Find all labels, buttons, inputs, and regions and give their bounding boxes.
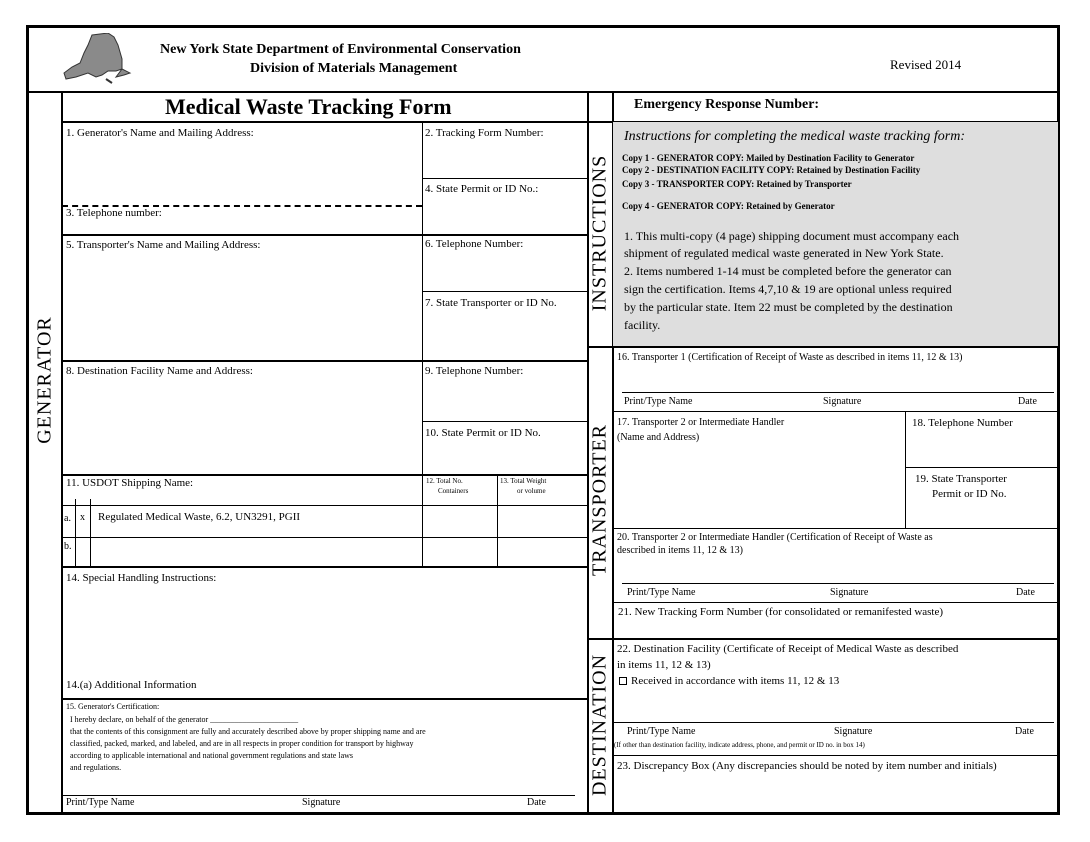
row-divider-17 bbox=[613, 411, 1058, 412]
cert-line-3: classified, packed, marked, and labeled, and are in all respects in proper condition for transport by highway bbox=[70, 739, 414, 748]
row-divider-20 bbox=[613, 528, 1058, 529]
instruction-line-2: shipment of regulated medical waste generated in New York State. bbox=[624, 246, 944, 260]
row-divider-8 bbox=[62, 360, 587, 362]
field-12-label: 12. Total No. bbox=[426, 477, 463, 485]
instruction-line-4: sign the certification. Items 4,7,10 & 19 are optional unless required bbox=[624, 282, 952, 296]
row-divider-15 bbox=[62, 698, 587, 700]
field-21-label: 21. New Tracking Form Number (for consolidated or remanifested waste) bbox=[618, 606, 944, 618]
field-16-label: 16. Transporter 1 (Certification of Receipt of Waste as described in items 11, 12 & 13) bbox=[617, 352, 963, 363]
field-5-label: 5. Transporter's Name and Mailing Address: bbox=[66, 239, 261, 251]
instructions-side-label: INSTRUCTIONS bbox=[588, 154, 611, 312]
generator-inner-column-line bbox=[422, 122, 423, 566]
field-14-label: 14. Special Handling Instructions: bbox=[66, 572, 217, 584]
department-name: New York State Department of Environmental Conservation bbox=[160, 42, 521, 57]
received-checkbox[interactable] bbox=[619, 677, 627, 685]
generator-signature-line bbox=[62, 795, 575, 796]
shipping-row-mid bbox=[62, 537, 587, 538]
col-18-line bbox=[905, 411, 906, 528]
field-2-divider bbox=[422, 178, 587, 179]
field-13-sublabel: or volume bbox=[517, 487, 546, 495]
copy-2-note: Copy 2 - DESTINATION FACILITY COPY: Retained by Destination Facility bbox=[622, 165, 921, 175]
t2-date-label: Date bbox=[1016, 587, 1035, 598]
destination-top bbox=[588, 638, 1058, 640]
generator-date-label: Date bbox=[527, 797, 546, 808]
field-17-label: 17. Transporter 2 or Intermediate Handler bbox=[617, 417, 785, 428]
cert-line-1: I hereby declare, on behalf of the generator ______________________ bbox=[70, 715, 299, 724]
t1-print-name-label: Print/Type Name bbox=[624, 396, 693, 407]
generator-signature-label: Signature bbox=[302, 797, 341, 808]
field-22-label: 22. Destination Facility (Certificate of Receipt of Medical Waste as described bbox=[617, 643, 959, 655]
row-divider-23 bbox=[613, 755, 1058, 756]
field-7-label: 7. State Transporter or ID No. bbox=[425, 297, 557, 309]
shipping-col-a bbox=[75, 499, 76, 566]
row-a-label: a. bbox=[64, 513, 71, 524]
dest-date-label: Date bbox=[1015, 726, 1034, 737]
cert-line-5: and regulations. bbox=[70, 763, 122, 772]
field-8-label: 8. Destination Facility Name and Address: bbox=[66, 365, 253, 377]
row-b-label: b. bbox=[64, 541, 72, 552]
field-15-label: 15. Generator's Certification: bbox=[66, 702, 160, 711]
field-1-label: 1. Generator's Name and Mailing Address: bbox=[66, 127, 254, 139]
generator-print-name-label: Print/Type Name bbox=[66, 797, 135, 808]
dest-note: (If other than destination facility, indicate address, phone, and permit or ID no. in box 14) bbox=[614, 741, 865, 749]
row-divider-5 bbox=[62, 234, 587, 236]
field-17-sublabel: (Name and Address) bbox=[617, 432, 700, 443]
shipping-row-top bbox=[62, 505, 587, 506]
copy-1-note: Copy 1 - GENERATOR COPY: Mailed by Destination Facility to Generator bbox=[622, 153, 915, 163]
t1-signature-line bbox=[622, 392, 1054, 393]
copy-3-note: Copy 3 - TRANSPORTER COPY: Retained by Transporter bbox=[622, 179, 852, 189]
row-divider-11 bbox=[62, 474, 587, 476]
instructions-heading: Instructions for completing the medical waste tracking form: bbox=[624, 129, 966, 144]
field-23-label: 23. Discrepancy Box (Any discrepancies should be noted by item number and initials) bbox=[617, 760, 997, 772]
row-divider-21 bbox=[613, 602, 1058, 603]
dest-print-name-label: Print/Type Name bbox=[627, 726, 696, 737]
instruction-line-1: 1. This multi-copy (4 page) shipping document must accompany each bbox=[624, 229, 960, 243]
destination-side-label: DESTINATION bbox=[588, 653, 611, 797]
field-19-label: 19. State Transporter bbox=[915, 473, 1007, 485]
division-name: Division of Materials Management bbox=[250, 61, 458, 76]
field-10-label: 10. State Permit or ID No. bbox=[425, 427, 541, 439]
t1-date-label: Date bbox=[1018, 396, 1037, 407]
instruction-line-5: by the particular state. Item 22 must be completed by the destination bbox=[624, 300, 953, 314]
t2-print-name-label: Print/Type Name bbox=[627, 587, 696, 598]
instruction-line-6: facility. bbox=[624, 318, 661, 332]
revised-date: Revised 2014 bbox=[890, 57, 962, 72]
title-underline bbox=[62, 121, 587, 123]
field-20-label: 20. Transporter 2 or Intermediate Handler (Certification of Receipt of Waste as bbox=[617, 532, 933, 543]
cert-line-4: according to applicable international and national government regulations and state laws bbox=[70, 751, 354, 760]
copy-4-note: Copy 4 - GENERATOR COPY: Retained by Generator bbox=[622, 201, 835, 211]
field-11-label: 11. USDOT Shipping Name: bbox=[66, 477, 194, 489]
field-9-divider bbox=[422, 421, 587, 422]
field-13-label: 13. Total Weight bbox=[500, 477, 547, 485]
field-18-divider bbox=[905, 467, 1058, 468]
row-a-hm-mark: x bbox=[80, 512, 85, 523]
field-22-sublabel: in items 11, 12 & 13) bbox=[617, 659, 711, 671]
shipping-col-x bbox=[90, 499, 91, 566]
received-label: Received in accordance with items 11, 12 & 13 bbox=[631, 675, 840, 687]
dest-signature-line bbox=[613, 722, 1054, 723]
t1-signature-label: Signature bbox=[823, 396, 862, 407]
form-title: Medical Waste Tracking Form bbox=[165, 94, 452, 119]
field-3-label: 3. Telephone number: bbox=[66, 207, 162, 219]
field-18-label: 18. Telephone Number bbox=[912, 417, 1013, 429]
transporter-side-label: TRANSPORTER bbox=[588, 423, 611, 577]
field-4-label: 4. State Permit or ID No.: bbox=[425, 183, 539, 195]
dest-signature-label: Signature bbox=[834, 726, 873, 737]
field-9-label: 9. Telephone Number: bbox=[425, 365, 524, 377]
instruction-line-3: 2. Items numbered 1-14 must be completed before the generator can bbox=[624, 264, 952, 278]
cert-line-2: that the contents of this consignment are fully and accurately described above by proper shipping name and are bbox=[70, 727, 426, 736]
generator-side-label: GENERATOR bbox=[33, 316, 56, 444]
t2-signature-label: Signature bbox=[830, 587, 869, 598]
t2-signature-line bbox=[622, 583, 1054, 584]
generator-label-column-line bbox=[61, 92, 63, 814]
new-york-state-logo bbox=[62, 33, 132, 85]
field-20-sublabel: described in items 11, 12 & 13) bbox=[617, 545, 743, 556]
emergency-response-label: Emergency Response Number: bbox=[634, 97, 820, 112]
col-13-line bbox=[497, 475, 498, 566]
field-12-sublabel: Containers bbox=[438, 487, 469, 495]
field-2-label: 2. Tracking Form Number: bbox=[425, 127, 544, 139]
header-divider bbox=[29, 91, 1058, 93]
field-14a-label: 14.(a) Additional Information bbox=[66, 679, 197, 691]
shipping-name-value: Regulated Medical Waste, 6.2, UN3291, PGII bbox=[98, 511, 301, 523]
row-divider-14 bbox=[62, 566, 587, 568]
field-6-label: 6. Telephone Number: bbox=[425, 238, 524, 250]
instructions-bottom bbox=[588, 346, 1058, 348]
field-6-divider bbox=[422, 291, 587, 292]
field-19-sublabel: Permit or ID No. bbox=[932, 488, 1007, 500]
